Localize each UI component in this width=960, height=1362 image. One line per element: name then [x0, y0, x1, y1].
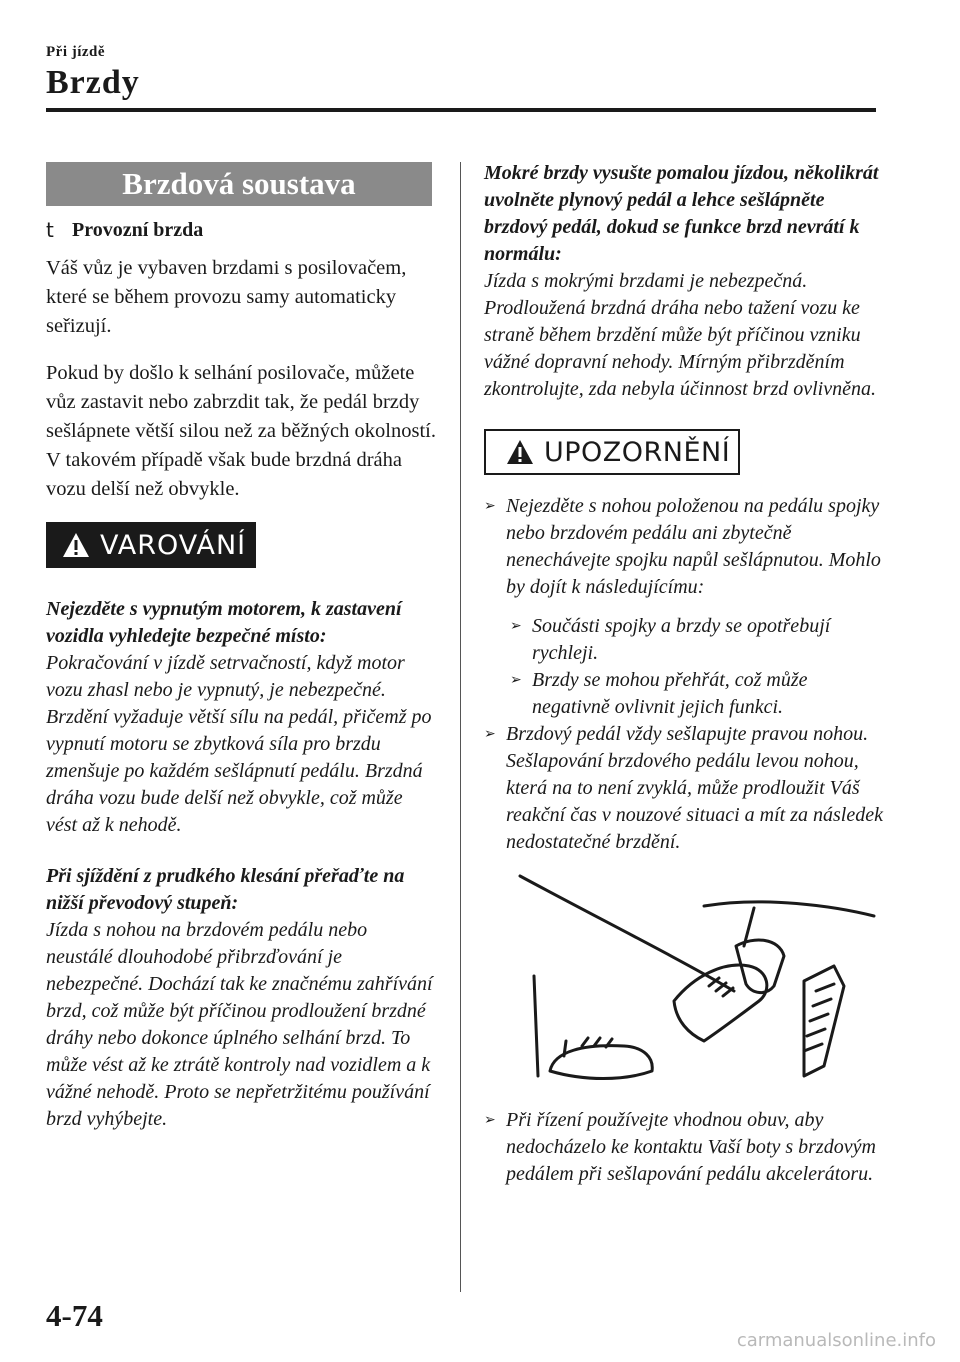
warning-heading: Nejezděte s vypnutým motorem, k zastavení vozidla vyhledejte bezpečné místo:	[46, 598, 402, 647]
caution-triangle-icon	[506, 439, 534, 465]
warning-heading: Mokré brzdy vysušte pomalou jízdou, několikrát uvolněte plynový pedál a lehce sešlápněte brzdový pedál, dokud se funkce brzd nevrátí k normálu:	[484, 162, 879, 265]
pedal-illustration	[504, 866, 884, 1096]
list-item-text: Brzdový pedál vždy sešlapujte pravou nohou. Sešlapování brzdového pedálu levou nohou, která na to není zvyklá, může prodloužit Váš reakční čas v nouzové situaci a mít za následek nedostatečné brzdění.	[506, 723, 883, 853]
arrow-bullet-icon: ➢	[484, 1112, 496, 1128]
page-number: 4-74	[46, 1298, 103, 1333]
section-banner: Brzdová soustava	[46, 162, 432, 206]
caution-label: UPOZORNĚNÍ	[544, 436, 731, 468]
arrow-bullet-icon: ➢	[510, 618, 522, 634]
list-item	[510, 613, 884, 667]
warning-label: VAROVÁNÍ	[100, 529, 247, 561]
warning-heading: Při sjíždění z prudkého klesání přeřaďte na nižší převodový stupeň:	[46, 865, 405, 914]
column-divider	[460, 162, 461, 1292]
warning-body: Jízda s mokrými brzdami je nebezpečná. Prodloužená brzdná dráha nebo tažení vozu ke straně během brzdění může být příčinou vzniku vážné dopravní nehody. Mírným přibrzděním zkontrolujte, zda nebyla účinnost brzd ovlivněna.	[484, 270, 876, 400]
list-item-text: Při řízení používejte vhodnou obuv, aby nedocházelo ke kontaktu Vaší boty s brzdovým pedálem při sešlapování pedálu akcelerátoru.	[506, 1109, 876, 1185]
list-item	[484, 493, 884, 601]
left-column	[46, 162, 436, 1133]
right-column	[484, 160, 884, 1188]
subheading-text: Provozní brzda	[72, 218, 204, 241]
booster-failure-paragraph: Pokud by došlo k selhání posilovače, můžete vůz zastavit nebo zabrzdit tak, že pedál brzdy sešlápnete větší silou než za běžných okolností. V takovém případě však bude brzdná dráha vozu delší než obvykle.	[46, 362, 436, 500]
warning-triangle-icon	[62, 532, 90, 558]
list-item-text: Nejezděte s nohou položenou na pedálu spojky nebo brzdovém pedálu ani zbytečně nenechávejte spojku napůl sešlápnutou. Mohlo by dojít k následujícímu:	[506, 495, 881, 598]
warning-item-downhill	[46, 863, 436, 1133]
warning-item-engine-off	[46, 596, 436, 839]
caution-list	[484, 493, 884, 856]
subheading	[46, 218, 436, 242]
running-header-section: Při jízdě	[46, 44, 106, 60]
page-title: Brzdy	[46, 64, 140, 101]
list-item	[510, 667, 884, 721]
warning-body: Pokračování v jízdě setrvačností, když motor vozu zhasl nebo je vypnutý, je nebezpečné. Brzdění vyžaduje větší sílu na pedál, přičemž po vypnutí motoru se zbytková síla pro brzdu zmenšuje po každém sešlápnutí pedálu. Brzdná dráha vozu bude delší než obvykle, což může vést až k nehodě.	[46, 652, 432, 836]
arrow-bullet-icon: ➢	[484, 498, 496, 514]
list-item-text: Brzdy se mohou přehřát, což může negativně ovlivnit jejich funkci.	[532, 669, 808, 718]
caution-list-continued	[484, 1107, 884, 1188]
caution-label-box	[484, 429, 740, 475]
header-rule	[46, 108, 876, 112]
warning-body: Jízda s nohou na brzdovém pedálu nebo neustálé dlouhodobé přibrzďování je nebezpečné. Dochází tak ke značnému zahřívání brzd, což může být příčinou prodloužení brzdné dráhy nebo dokonce úplného selhání brzd. To může vést až ke ztrátě kontroly nad vozidlem a k vážné nehodě. Proto se nepřetržitému používání brzd vyhýbejte.	[46, 919, 433, 1130]
watermark: carmanualsonline.info	[736, 1330, 936, 1351]
arrow-bullet-icon: ➢	[510, 672, 522, 688]
list-item	[484, 1107, 884, 1188]
warning-label-box	[46, 522, 256, 568]
warning-text-group	[46, 596, 436, 1133]
list-item	[484, 721, 884, 856]
list-item-text: Součásti spojky a brzdy se opotřebují rychleji.	[532, 615, 831, 664]
warning-item-wet-brakes	[484, 160, 884, 403]
intro-paragraph: Váš vůz je vybaven brzdami s posilovačem, které se během provozu samy automaticky seřizují.	[46, 257, 407, 337]
subheading-bullet: t	[46, 218, 54, 242]
arrow-bullet-icon: ➢	[484, 726, 496, 742]
